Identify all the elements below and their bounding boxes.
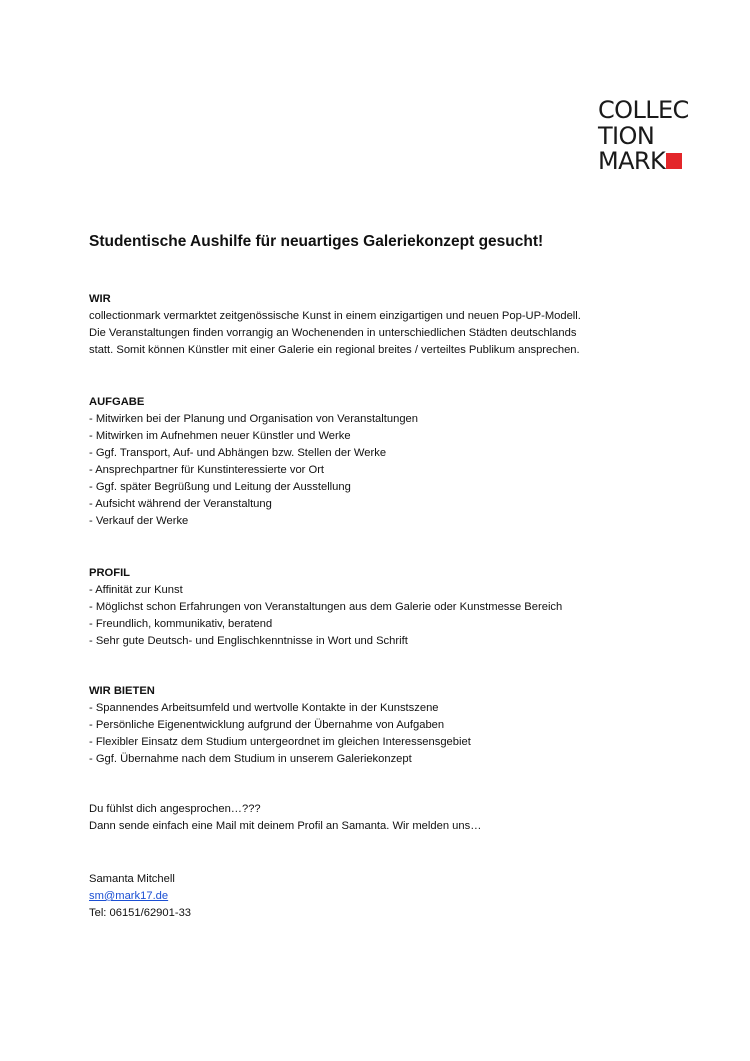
contact-phone: Tel: 06151/62901-33 xyxy=(89,907,192,919)
logo-line-1: COLLEC xyxy=(598,96,689,124)
section-wir-bieten xyxy=(89,683,471,768)
section-profil xyxy=(89,565,562,650)
list-item: - Spannendes Arbeitsumfeld und wertvolle Kontakte in der Kunstszene xyxy=(89,702,439,714)
list-item: - Affinität zur Kunst xyxy=(89,584,183,596)
list-item: - Freundlich, kommunikativ, beratend xyxy=(89,618,273,630)
logo-line-3 xyxy=(598,149,698,175)
wir-line: collectionmark vermarktet zeitgenössische Kunst in einem einzigartigen und neuen Pop-UP-Modell. xyxy=(89,310,581,322)
logo-line-2: TION xyxy=(598,121,655,150)
contact-email-link[interactable]: sm@mark17.de xyxy=(89,890,169,902)
list-item: - Flexibler Einsatz dem Studium untergeordnet im gleichen Interessensgebiet xyxy=(89,736,471,748)
section-aufgabe xyxy=(89,394,418,530)
wir-line: Die Veranstaltungen finden vorrangig an Wochenenden in unterschiedlichen Städten deutschlands xyxy=(89,327,577,339)
collectionmark-logo xyxy=(598,98,698,175)
section-wir xyxy=(89,291,581,359)
list-item: - Ansprechpartner für Kunstinteressierte vor Ort xyxy=(89,464,325,476)
logo-red-square-icon xyxy=(666,153,682,169)
section-heading-wir-bieten: WIR BIETEN xyxy=(89,685,155,697)
logo-line-3-text: MARK xyxy=(598,147,666,175)
list-item: - Persönliche Eigenentwicklung aufgrund der Übernahme von Aufgaben xyxy=(89,719,445,731)
section-heading-aufgabe: AUFGABE xyxy=(89,396,145,408)
list-item: - Möglichst schon Erfahrungen von Veranstaltungen aus dem Galerie oder Kunstmesse Bereich xyxy=(89,601,563,613)
section-heading-profil: PROFIL xyxy=(89,567,131,579)
section-heading-wir: WIR xyxy=(89,293,111,305)
wir-line: statt. Somit können Künstler mit einer Galerie ein regional breites / verteiltes Publikum ansprechen. xyxy=(89,344,580,356)
closing-line: Dann sende einfach eine Mail mit deinem Profil an Samanta. Wir melden uns… xyxy=(89,820,482,832)
list-item: - Aufsicht während der Veranstaltung xyxy=(89,498,272,510)
list-item: - Ggf. Transport, Auf- und Abhängen bzw. Stellen der Werke xyxy=(89,447,387,459)
closing-line: Du fühlst dich angesprochen…??? xyxy=(89,803,261,815)
list-item: - Mitwirken im Aufnehmen neuer Künstler und Werke xyxy=(89,430,351,442)
section-contact xyxy=(89,871,191,922)
list-item: - Sehr gute Deutsch- und Englischkenntnisse in Wort und Schrift xyxy=(89,635,408,647)
list-item: - Ggf. später Begrüßung und Leitung der Ausstellung xyxy=(89,481,351,493)
section-closing xyxy=(89,801,481,835)
contact-name: Samanta Mitchell xyxy=(89,873,175,885)
list-item: - Mitwirken bei der Planung und Organisation von Veranstaltungen xyxy=(89,413,418,425)
list-item: - Verkauf der Werke xyxy=(89,515,189,527)
list-item: - Ggf. Übernahme nach dem Studium in unserem Galeriekonzept xyxy=(89,753,412,765)
page-title: Studentische Aushilfe für neuartiges Galeriekonzept gesucht! xyxy=(89,233,544,250)
